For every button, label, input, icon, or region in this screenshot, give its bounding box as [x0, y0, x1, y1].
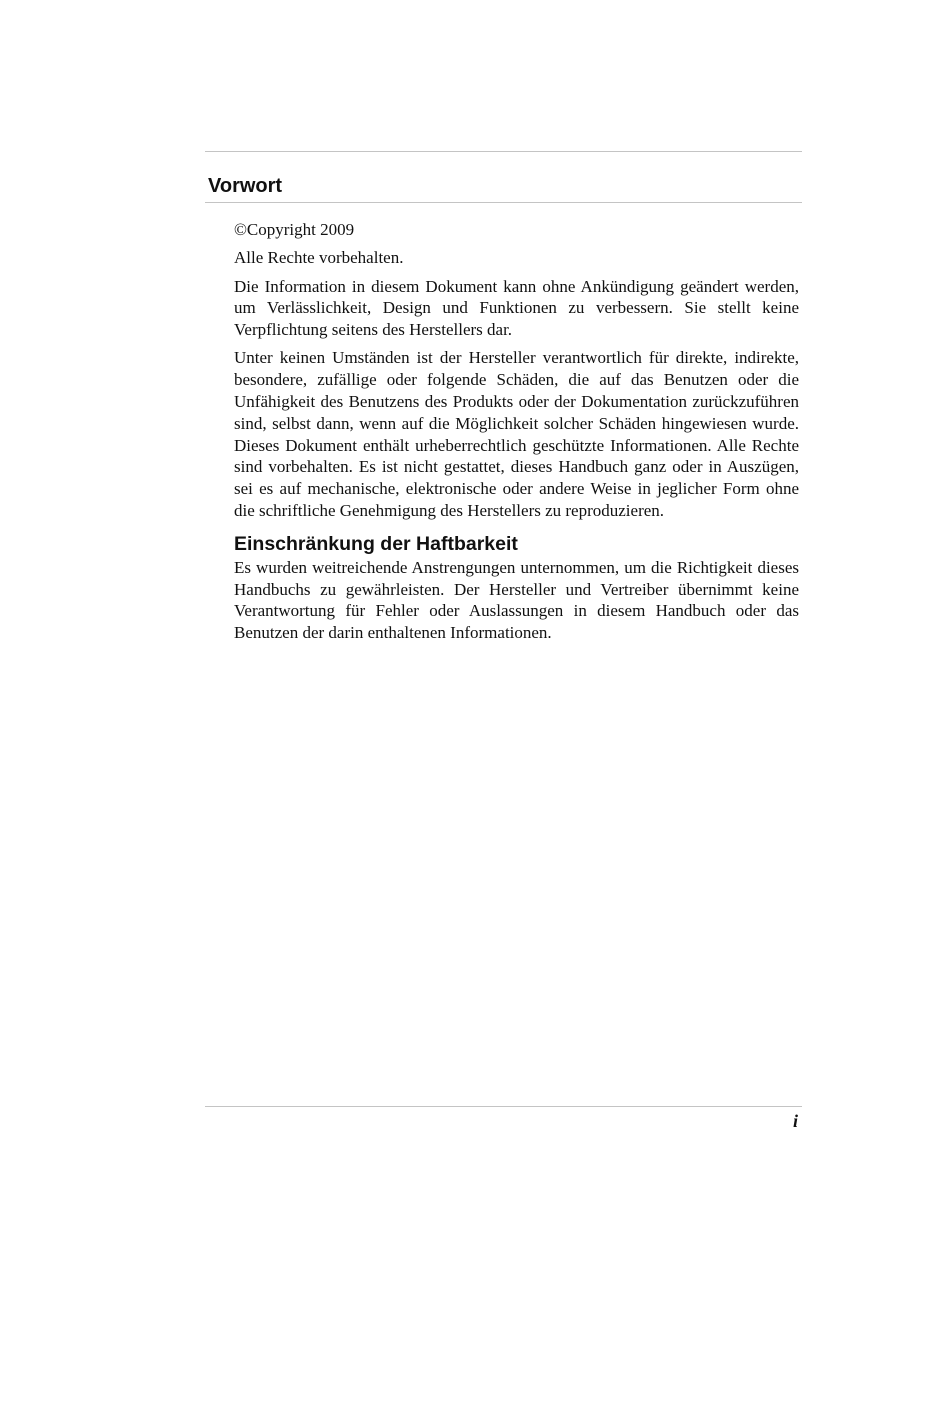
- subheading-limitation: Einschränkung der Haftbarkeit: [234, 532, 518, 555]
- paragraph-notice: Die Information in diesem Dokument kann ohne Ankündigung geändert werden, um Verlässlichkeit, Design und Funktionen zu verbessern. Sie stellt keine Verpflichtung seitens des Herstellers dar.: [234, 276, 799, 340]
- footer-rule: [205, 1106, 802, 1107]
- rights-reserved-line: Alle Rechte vorbehalten.: [234, 248, 404, 268]
- paragraph-liability: Unter keinen Umständen ist der Hersteller verantwortlich für direkte, indirekte, besondere, zufällige oder folgende Schäden, die auf das Benutzen oder die Unfähigkeit des Benutzens des Produkts oder der Dokumentation zurückzuführen sind, selbst dann, wenn auf die Möglichkeit solcher Schäden hingewiesen wurde. Dieses Dokument enthält urheberrechtlich geschützte Informationen. Alle Rechte sind vorbehalten. Es ist nicht gestattet, dieses Handbuch ganz oder in Auszügen, sei es auf mechanische, elektronische oder andere Weise in jeglicher Form ohne die schriftliche Genehmigung des Herstellers zu reproduzieren.: [234, 348, 799, 521]
- page-number: i: [792, 1111, 798, 1131]
- header-rule-bottom: [205, 202, 802, 203]
- page-title: Vorwort: [208, 175, 283, 197]
- paragraph-limitation: Es wurden weitreichende Anstrengungen unternommen, um die Richtigkeit dieses Handbuchs zu gewährleisten. Der Hersteller und Vertreiber übernimmt keine Verantwortung für Fehler oder Auslassungen in diesem Handbuch oder das Benutzen der darin enthaltenen Informationen.: [234, 557, 799, 643]
- copyright-line: ©Copyright 2009: [234, 220, 355, 239]
- document-body: [234, 219, 799, 651]
- header-rule-top: [205, 151, 802, 152]
